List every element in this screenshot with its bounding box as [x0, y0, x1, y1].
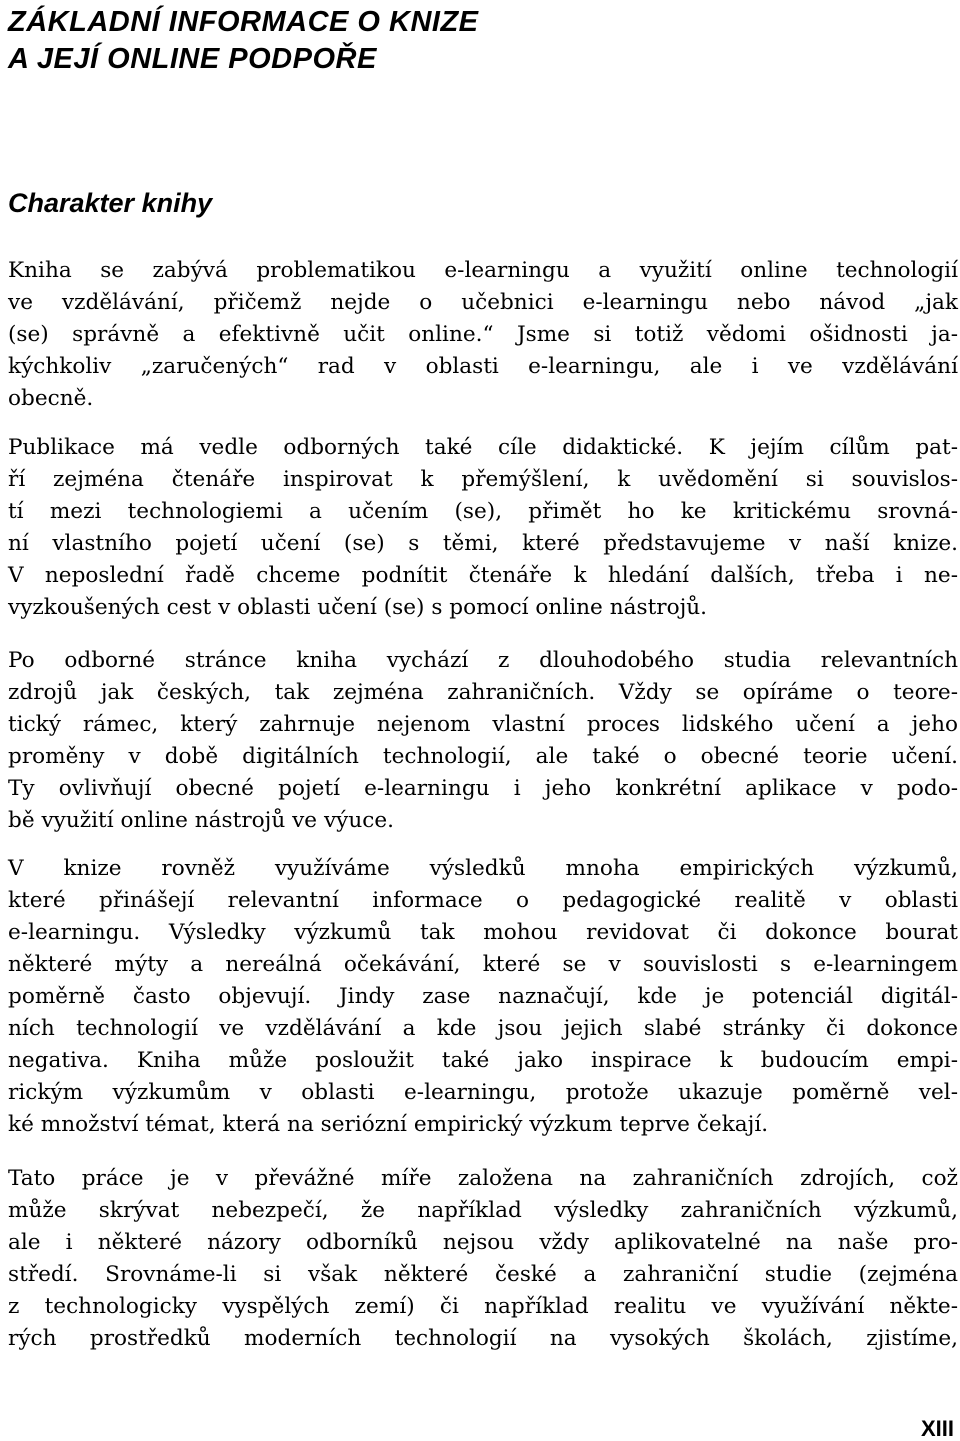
text-line: Po odborné stránce kniha vychází z dlouhodobého studia relevantních	[8, 648, 958, 673]
paragraph-5	[8, 1163, 958, 1355]
text-line: rých prostředků moderních technologií na vysokých školách, zjistíme,	[8, 1326, 958, 1351]
text-line: rickým výzkumům v oblasti e-learningu, protože ukazuje poměrně vel-	[8, 1080, 958, 1105]
text-line: ních technologií ve vzdělávání a kde jsou jejich slabé stránky či dokonce	[8, 1016, 958, 1041]
chapter-heading	[8, 4, 479, 78]
text-line: ké množství témat, která na seriózní empirický výzkum teprve čekají.	[8, 1112, 769, 1137]
chapter-heading-line-2: A JEJÍ ONLINE PODPOŘE	[8, 43, 377, 75]
text-line: V neposlední řadě chceme podnítit čtenáře k hledání dalších, třeba i ne-	[8, 563, 958, 588]
text-line: proměny v době digitálních technologií, ale také o obecné teorie učení.	[8, 744, 958, 769]
text-line: kýchkoliv „zaručených“ rad v oblasti e-learningu, ale i ve vzdělávání	[8, 354, 958, 379]
text-line: poměrně často objevují. Jindy zase naznačují, kde je potenciál digitál-	[8, 984, 958, 1009]
text-line: obecně.	[8, 386, 94, 411]
paragraph-1	[8, 255, 958, 415]
text-line: Ty ovlivňují obecné pojetí e-learningu i jeho konkrétní aplikace v podo-	[8, 776, 958, 801]
paragraph-3	[8, 645, 958, 837]
text-line: ale i některé názory odborníků nejsou vždy aplikovatelné na naše pro-	[8, 1230, 958, 1255]
text-line: ní vlastního pojetí učení (se) s těmi, které představujeme v naší knize.	[8, 531, 958, 556]
text-line: ří zejména čtenáře inspirovat k přemýšlení, k uvědomění si souvislos-	[8, 467, 958, 492]
text-line: ve vzdělávání, přičemž nejde o učebnici e-learningu nebo návod „jak	[8, 290, 958, 315]
text-line: e-learningu. Výsledky výzkumů tak mohou revidovat či dokonce bourat	[8, 920, 958, 945]
text-line: některé mýty a nereálná očekávání, které se v souvislosti s e-learningem	[8, 952, 958, 977]
text-line: V knize rovněž využíváme výsledků mnoha empirických výzkumů,	[8, 856, 958, 881]
text-line: Kniha se zabývá problematikou e-learningu a využití online technologií	[8, 258, 958, 283]
text-line: vyzkoušených cest v oblasti učení (se) s pomocí online nástrojů.	[8, 595, 708, 620]
text-line: středí. Srovnáme-li si však některé české a zahraniční studie (zejména	[8, 1262, 958, 1287]
page-number: XIII	[920, 1416, 954, 1441]
text-line: z technologicky vyspělých zemí) či například realitu ve využívání někte-	[8, 1294, 958, 1319]
text-line: (se) správně a efektivně učit online.“ Jsme si totiž vědomi ošidnosti ja-	[8, 322, 958, 347]
text-line: zdrojů jak českých, tak zejména zahraničních. Vždy se opíráme o teore-	[8, 680, 958, 705]
text-line: bě využití online nástrojů ve výuce.	[8, 808, 394, 833]
text-line: tí mezi technologiemi a učením (se), přimět ho ke kritickému srovná-	[8, 499, 958, 524]
chapter-heading-line-1: ZÁKLADNÍ INFORMACE O KNIZE	[8, 6, 479, 38]
section-title: Charakter knihy	[8, 188, 213, 218]
text-line: tický rámec, který zahrnuje nejenom vlastní proces lidského učení a jeho	[8, 712, 958, 737]
text-line: Publikace má vedle odborných také cíle didaktické. K jejím cílům pat-	[8, 435, 958, 460]
text-line: může skrývat nebezpečí, že například výsledky zahraničních výzkumů,	[8, 1198, 958, 1223]
text-line: které přinášejí relevantní informace o pedagogické realitě v oblasti	[8, 888, 958, 913]
paragraph-4	[8, 853, 958, 1141]
paragraph-2	[8, 432, 958, 624]
text-line: Tato práce je v převážné míře založena na zahraničních zdrojích, což	[8, 1166, 958, 1191]
text-line: negativa. Kniha může posloužit také jako inspirace k budoucím empi-	[8, 1048, 958, 1073]
